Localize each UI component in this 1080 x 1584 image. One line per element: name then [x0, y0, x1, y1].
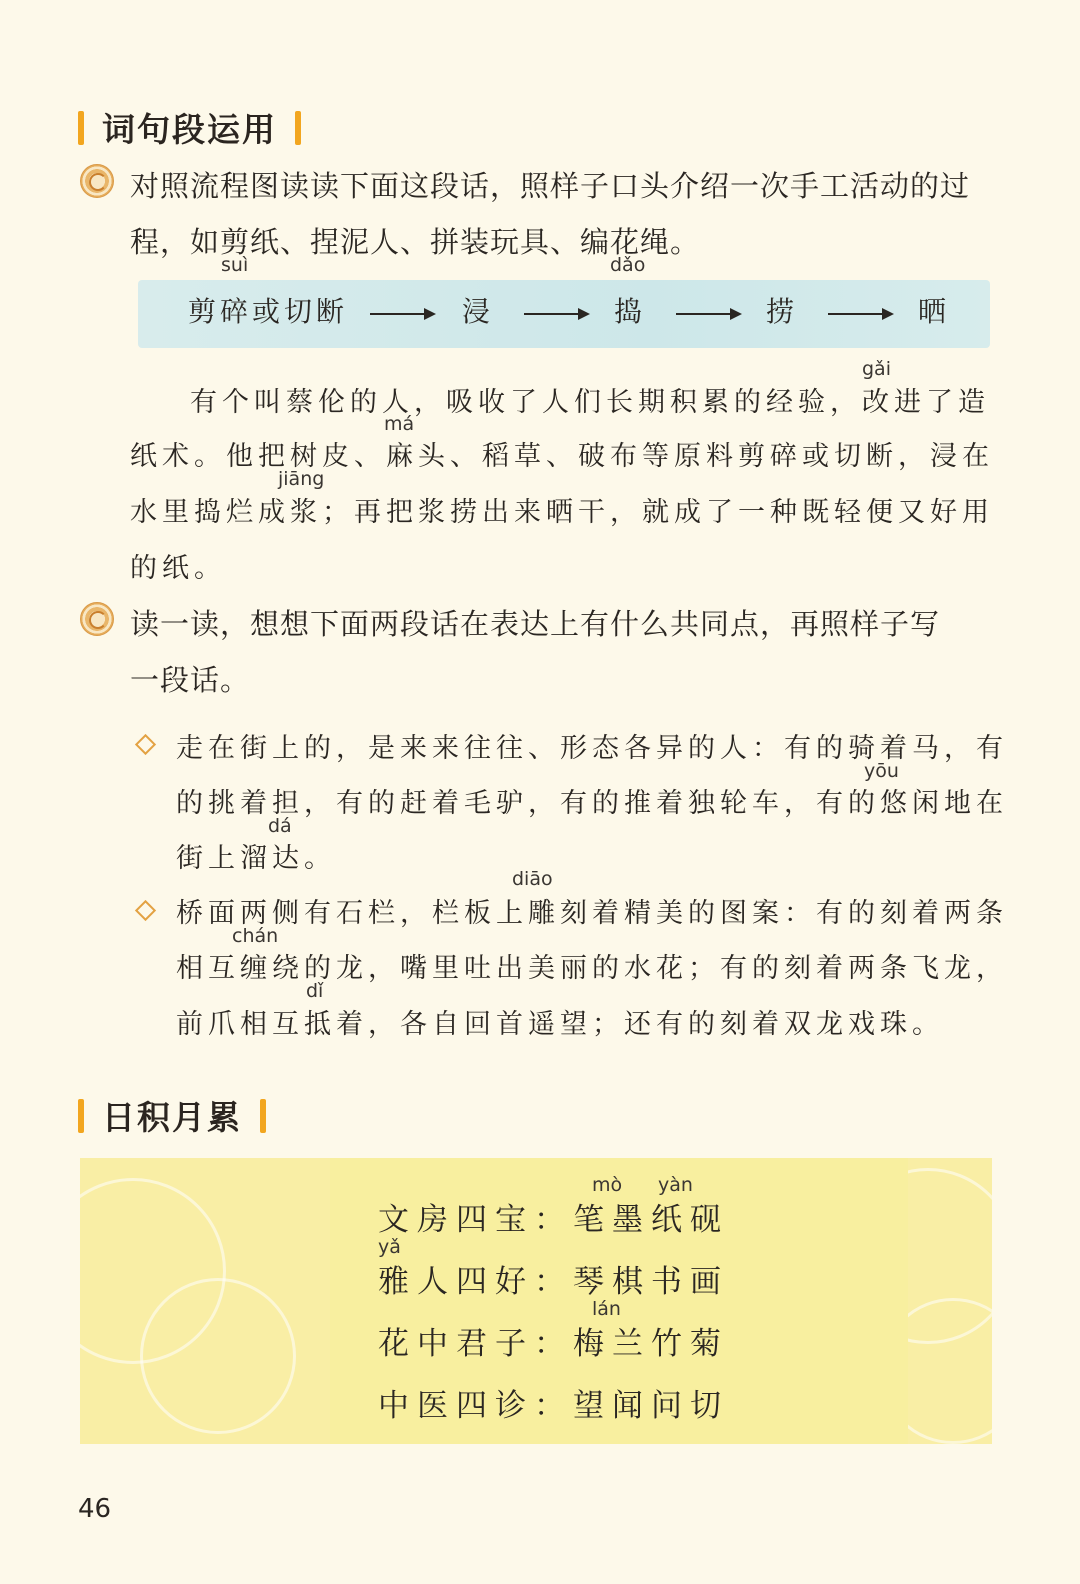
heading-marker-right — [260, 1099, 266, 1133]
pinyin-dao: dǎo — [610, 254, 646, 276]
section-title: 日积月累 — [102, 1098, 242, 1137]
example-2-line: 前爪相互抵着，各自回首遥望；还有的刻着双龙戏珠。 — [176, 1009, 944, 1040]
section-heading-accumulate — [78, 1092, 266, 1139]
section-title: 词句段运用 — [102, 110, 277, 149]
pinyin-you: yōu — [864, 760, 899, 782]
idiom-line: 雅人四好：琴棋书画 — [378, 1264, 729, 1300]
flow-arrow-icon — [524, 308, 590, 320]
exercise-2-instruction-line1: 读一读，想想下面两段话在表达上有什么共同点，再照样子写 — [130, 607, 941, 641]
pinyin-ya: yǎ — [378, 1236, 401, 1258]
pinyin-mo: mò — [592, 1174, 623, 1196]
flow-arrow-icon — [828, 308, 894, 320]
diamond-bullet-icon — [135, 900, 156, 921]
passage-line: 水里捣烂成浆；再把浆捞出来晒干，就成了一种既轻便又好用 — [130, 497, 994, 528]
flow-arrow-icon — [676, 308, 742, 320]
flow-arrow-icon — [370, 308, 436, 320]
example-1-line: 走在街上的，是来来往往、形态各异的人：有的骑着马，有 — [176, 733, 1008, 764]
flow-step-pound: 捣 — [614, 295, 647, 328]
flow-step-soak: 浸 — [462, 295, 495, 328]
example-1-line: 的挑着担，有的赶着毛驴，有的推着独轮车，有的悠闲地在 — [176, 788, 1008, 819]
heading-marker-right — [295, 111, 301, 145]
flow-step-cut: 剪碎或切断 — [188, 295, 349, 328]
ornament-decoration — [140, 1278, 296, 1434]
idiom-line: 中医四诊：望闻问切 — [378, 1388, 729, 1424]
pinyin-chan: chán — [232, 925, 279, 947]
section-heading-usage — [78, 104, 301, 151]
process-flowchart — [138, 254, 990, 348]
idiom-line: 文房四宝：笔墨纸砚 — [378, 1202, 729, 1238]
example-2-line: 相互缠绕的龙，嘴里吐出美丽的水花；有的刻着两条飞龙， — [176, 953, 1008, 984]
passage-line: 有个叫蔡伦的人，吸收了人们长期积累的经验，改进了造 — [190, 387, 990, 418]
exercise-1 — [80, 158, 1000, 270]
exercise-2-instruction-line2: 一段话。 — [130, 663, 251, 697]
pinyin-di: dǐ — [306, 980, 324, 1002]
pinyin-sui: suì — [221, 254, 249, 276]
exercise-badge-icon — [80, 602, 114, 636]
heading-marker-left — [78, 111, 84, 145]
exercise-2 — [80, 596, 1000, 708]
pinyin-ma: má — [384, 413, 415, 435]
idiom-line: 花中君子：梅兰竹菊 — [378, 1326, 729, 1362]
page-number: 46 — [78, 1494, 112, 1524]
exercise-badge-icon — [80, 164, 114, 198]
pinyin-diao: diāo — [512, 868, 553, 890]
exercise-1-instruction-line1: 对照流程图读读下面这段话，照样子口头介绍一次手工活动的过 — [130, 169, 971, 203]
pinyin-gai: gǎi — [862, 358, 891, 380]
diamond-bullet-icon — [135, 734, 156, 755]
flow-step-dry: 晒 — [918, 295, 951, 328]
pinyin-lan: lán — [592, 1298, 621, 1320]
pinyin-jiang: jiāng — [278, 468, 325, 490]
pinyin-da: dá — [268, 815, 292, 837]
flow-step-scoop: 捞 — [766, 295, 799, 328]
example-2-line: 桥面两侧有石栏，栏板上雕刻着精美的图案：有的刻着两条 — [176, 898, 1008, 929]
pinyin-yan: yàn — [658, 1174, 693, 1196]
example-1-line: 街上溜达。 — [176, 843, 336, 874]
passage-line: 纸术。他把树皮、麻头、稻草、破布等原料剪碎或切断，浸在 — [130, 441, 994, 472]
passage-line: 的纸。 — [130, 553, 226, 584]
heading-marker-left — [78, 1099, 84, 1133]
exercise-1-instruction-line2: 程，如剪纸、捏泥人、拼装玩具、编花绳。 — [130, 225, 701, 259]
